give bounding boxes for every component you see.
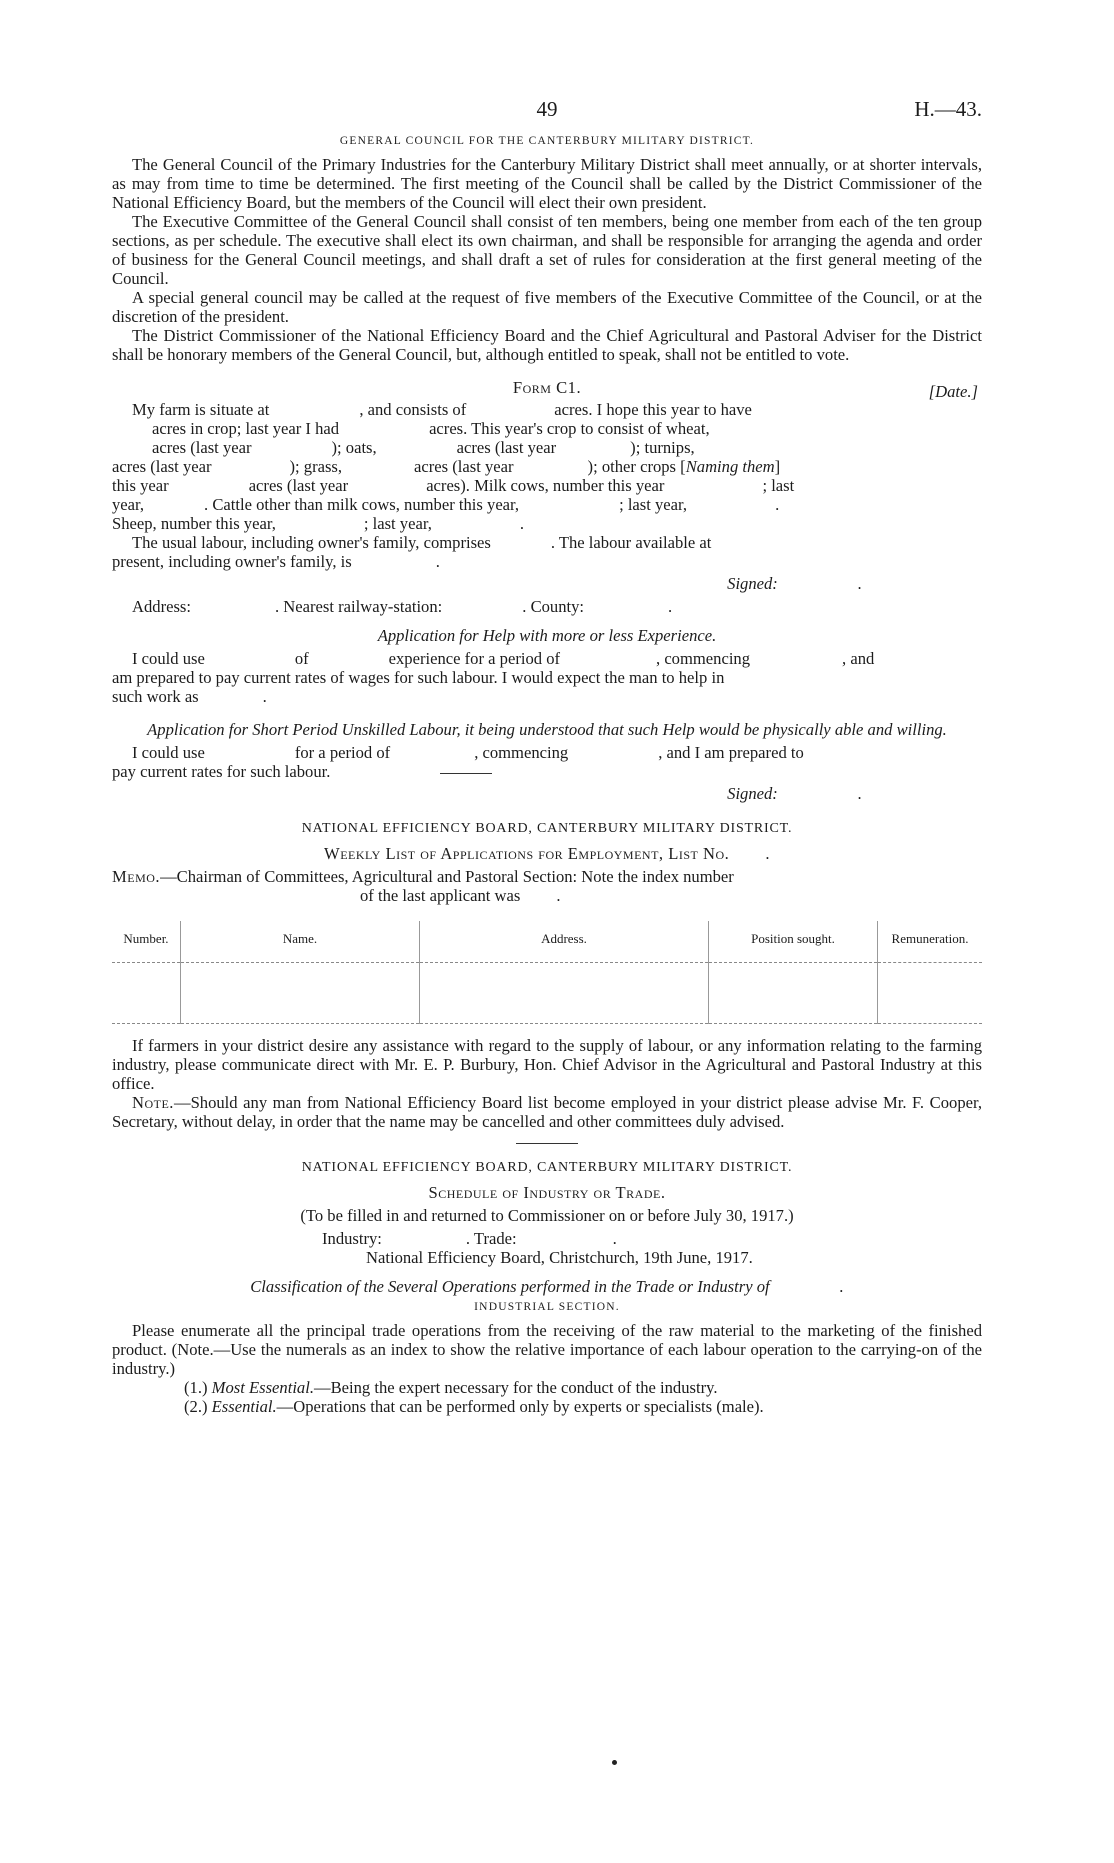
farm-line: Sheep, number this year, ; last year, . (112, 514, 525, 533)
farm-line: My farm is situate at , and consists of acres. I hope this year to have (132, 400, 752, 419)
council-para-2: The Executive Committee of the General Council shall consist of ten members, being one member from each of the ten group sections, as per schedule. The executive shall elect its own chairman, and shall be responsible for arranging the agenda and order of business for the General Council meetings, and shall draft a set of rules for consideration at the first general meeting of the Council. (112, 212, 982, 288)
list-item: (1.) Most Essential.—Being the expert necessary for the conduct of the industry. (184, 1378, 718, 1397)
council-para-3: A special general council may be called at the request of five members of the Executive Committee of the Council, or at the discretion of the president. (112, 288, 982, 326)
weekly-list-subtitle: Weekly List of Applications for Employment, List No. . (324, 844, 770, 863)
farm-line: acres (last year ); oats, acres (last year ); turnips, (152, 438, 695, 457)
document-page (112, 96, 982, 1416)
column-header-name: Name. (181, 921, 420, 963)
farm-line: acres in crop; last year I had acres. This year's crop to consist of wheat, (152, 419, 710, 438)
form-c1-title: Form C1. (512, 378, 582, 397)
memo-line: of the last applicant was . (360, 886, 561, 905)
council-para-4: The District Commissioner of the National Efficiency Board and the Chief Agricultural and Pastoral Adviser for the District shall be honorary members of the General Council, but, although entitled to speak, shall not be entitled to vote. (112, 326, 982, 364)
farm-line: this year acres (last year acres). Milk cows, number this year ; last (112, 476, 795, 495)
schedule-instruction: (To be filled in and returned to Commissioner on or before July 30, 1917.) (300, 1206, 794, 1225)
application-2-line: pay current rates for such labour. (112, 762, 982, 781)
page-number: 49 (536, 97, 558, 121)
section-divider (516, 1143, 578, 1144)
classification-line: Classification of the Several Operations performed in the Trade or Industry of . (250, 1277, 844, 1296)
form-c1-header (112, 374, 982, 400)
ink-dot-mark (612, 1760, 617, 1765)
industry-trade-line: Industry: . Trade: . (322, 1229, 617, 1248)
form-date: [Date.] (928, 382, 978, 401)
column-header-position: Position sought. (709, 921, 878, 963)
farm-line: year, . Cattle other than milk cows, number this year, ; last year, . (112, 495, 780, 514)
note-para: Note.—Should any man from National Efficiency Board list become employed in your district please advise Mr. F. Cooper, Secretary, without delay, in order that the name may be cancelled and other committees duly advised. (112, 1093, 982, 1131)
council-para-1: The General Council of the Primary Industries for the Canterbury Military District shall meet annually, or at shorter intervals, as may from time to time be determined. The first meeting of the Council shall be called by the District Commissioner of the National Efficiency Board, but the members of the Council will elect their own president. (112, 155, 982, 212)
farm-line: acres (last year ); grass, acres (last year ); other crops [Naming them] (112, 457, 781, 476)
application-1-title: Application for Help with more or less Experience. (377, 626, 717, 645)
application-1-line: am prepared to pay current rates of wages for such labour. I would expect the man to help in (112, 668, 725, 687)
column-header-number: Number. (112, 921, 181, 963)
labour-line: present, including owner's family, is . (112, 552, 440, 571)
page-header (112, 96, 982, 126)
council-title: GENERAL COUNCIL FOR THE CANTERBURY MILITARY DISTRICT. (339, 135, 755, 147)
table-header-row (112, 921, 982, 963)
column-header-address: Address. (420, 921, 709, 963)
weekly-list-title: NATIONAL EFFICIENCY BOARD, CANTERBURY MILITARY DISTRICT. (301, 821, 793, 836)
table-cell (112, 963, 181, 1024)
farm-details (112, 400, 982, 571)
table-cell (420, 963, 709, 1024)
table-cell (709, 963, 878, 1024)
document-reference: H.—43. (914, 97, 982, 121)
signature-line: Signed: . (727, 784, 862, 803)
application-1-line: I could use of experience for a period of , commencing , and (132, 649, 875, 668)
schedule-subtitle: Schedule of Industry or Trade. (428, 1183, 666, 1202)
address-line: Address: . Nearest railway-station: . County: . (132, 597, 673, 616)
table-row (112, 963, 982, 1024)
application-1-line: such work as . (112, 687, 267, 706)
list-item: (2.) Essential.—Operations that can be performed only by experts or specialists (male). (184, 1397, 764, 1416)
separator-rule (440, 773, 492, 774)
table-cell (181, 963, 420, 1024)
schedule-title: NATIONAL EFFICIENCY BOARD, CANTERBURY MILITARY DISTRICT. (301, 1160, 793, 1175)
table-cell (878, 963, 983, 1024)
memo-line: Memo.—Chairman of Committees, Agricultural and Pastoral Section: Note the index number (112, 867, 734, 886)
labour-line: The usual labour, including owner's family, comprises . The labour available at (132, 533, 712, 552)
column-header-remuneration: Remuneration. (878, 921, 983, 963)
farmers-assistance-para: If farmers in your district desire any assistance with regard to the supply of labour, or any information relating to the farming industry, please communicate direct with Mr. E. P. Burbury, Hon. Chief Advisor in the Agricultural and Pastoral Industry at this office. (112, 1036, 982, 1093)
application-2-line: I could use for a period of , commencing , and I am prepared to (132, 743, 804, 762)
industrial-section-label: INDUSTRIAL SECTION. (474, 1301, 620, 1313)
enumerate-para: Please enumerate all the principal trade operations from the receiving of the raw material to the marketing of the finished product. (Note.—Use the numerals as an index to show the relative importance of each labour operation to the carrying-on of the industry.) (112, 1321, 982, 1378)
application-2-title: Application for Short Period Unskilled Labour, it being understood that such Help would be physically able and willing. (147, 720, 947, 739)
applications-table (112, 921, 982, 1024)
signature-line: Signed: . (727, 574, 862, 593)
place-date-line: National Efficiency Board, Christchurch, 19th June, 1917. (366, 1248, 753, 1267)
